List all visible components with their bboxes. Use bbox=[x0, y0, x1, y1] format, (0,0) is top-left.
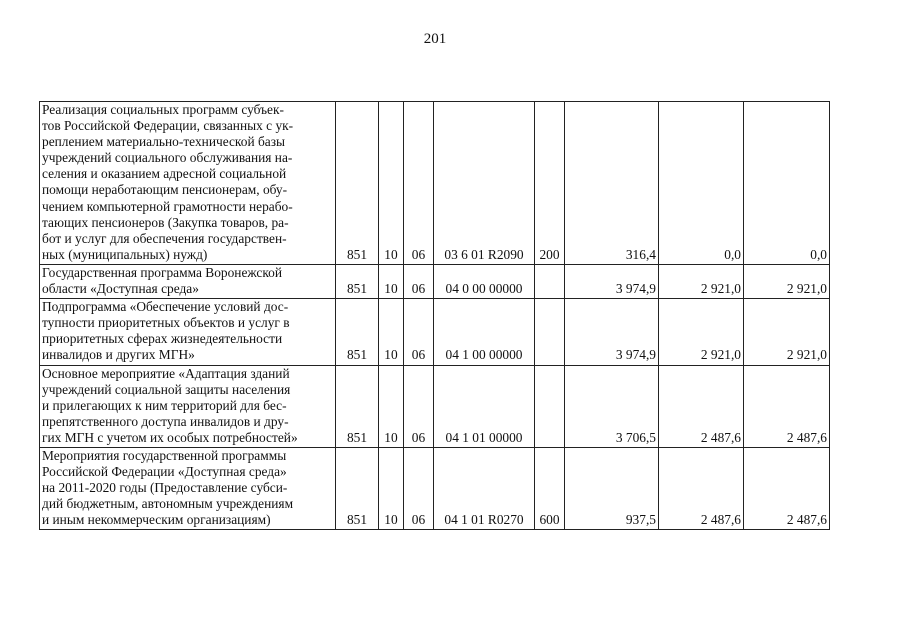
description-line: селения и оказанием адресной социальной bbox=[42, 166, 287, 182]
amount-year-2-cell: 2 487,6 bbox=[659, 365, 744, 447]
description-line: учреждений социального обслуживания на- bbox=[42, 150, 293, 166]
description-line: и иным некоммерческим организациям) bbox=[42, 512, 271, 528]
table-row bbox=[40, 102, 830, 265]
table-row bbox=[40, 365, 830, 447]
amount-year-2-cell: 2 487,6 bbox=[659, 447, 744, 529]
description-line: Основное мероприятие «Адаптация зданий bbox=[42, 365, 290, 381]
ministry-code-cell: 851 bbox=[336, 447, 379, 529]
description-cell bbox=[40, 264, 336, 298]
amount-year-2-cell: 2 921,0 bbox=[659, 264, 744, 298]
target-article-cell: 04 1 01 00000 bbox=[434, 365, 535, 447]
description-line: гих МГН с учетом их особых потребностей» bbox=[42, 429, 298, 445]
description-line: тающих пенсионеров (Закупка товаров, ра- bbox=[42, 214, 289, 230]
target-article-cell: 04 1 00 00000 bbox=[434, 299, 535, 365]
description-line: области «Доступная среда» bbox=[42, 281, 199, 297]
amount-year-1-cell: 937,5 bbox=[565, 447, 659, 529]
expense-type-cell: 200 bbox=[535, 102, 565, 265]
amount-year-3-cell: 2 487,6 bbox=[744, 365, 830, 447]
description-line: дий бюджетным, автономным учреждениям bbox=[42, 496, 294, 512]
description-line: реплением материально-технической базы bbox=[42, 134, 286, 150]
description-cell bbox=[40, 102, 336, 265]
amount-year-1-cell: 3 706,5 bbox=[565, 365, 659, 447]
description-line: препятственного доступа инвалидов и дру- bbox=[42, 413, 289, 429]
section-code-cell: 10 bbox=[379, 447, 404, 529]
description-line: приоритетных сферах жизнедеятельности bbox=[42, 331, 283, 347]
description-line: и прилегающих к ним территорий для бес- bbox=[42, 397, 287, 413]
description-line: помощи неработающим пенсионерам, обу- bbox=[42, 182, 288, 198]
target-article-cell: 04 0 00 00000 bbox=[434, 264, 535, 298]
description-cell bbox=[40, 447, 336, 529]
ministry-code-cell: 851 bbox=[336, 102, 379, 265]
target-article-cell: 04 1 01 R0270 bbox=[434, 447, 535, 529]
description-line: Реализация социальных программ субъек- bbox=[42, 102, 284, 117]
ministry-code-cell: 851 bbox=[336, 264, 379, 298]
amount-year-2-cell: 2 921,0 bbox=[659, 299, 744, 365]
description-cell bbox=[40, 299, 336, 365]
target-article-cell: 03 6 01 R2090 bbox=[434, 102, 535, 265]
ministry-code-cell: 851 bbox=[336, 365, 379, 447]
subsection-code-cell: 06 bbox=[404, 447, 434, 529]
subsection-code-cell: 06 bbox=[404, 299, 434, 365]
table-row bbox=[40, 447, 830, 529]
description-line: учреждений социальной защиты населения bbox=[42, 381, 291, 397]
description-line: Подпрограмма «Обеспечение условий дос- bbox=[42, 299, 289, 315]
description-line: ных (муниципальных) нужд) bbox=[42, 246, 208, 262]
page-number: 201 bbox=[423, 31, 447, 47]
amount-year-1-cell: 3 974,9 bbox=[565, 299, 659, 365]
ministry-code-cell: 851 bbox=[336, 299, 379, 365]
expense-type-cell bbox=[535, 299, 565, 365]
description-line: чением компьютерной грамотности нерабо- bbox=[42, 198, 293, 214]
expense-type-cell bbox=[535, 365, 565, 447]
amount-year-1-cell: 3 974,9 bbox=[565, 264, 659, 298]
subsection-code-cell: 06 bbox=[404, 365, 434, 447]
description-line: Мероприятия государственной программы bbox=[42, 447, 287, 463]
description-line: Государственная программа Воронежской bbox=[42, 264, 283, 280]
description-line: бот и услуг для обеспечения государствен- bbox=[42, 230, 287, 246]
description-line: инвалидов и других МГН» bbox=[42, 347, 195, 363]
description-line: на 2011-2020 годы (Предоставление субси- bbox=[42, 480, 288, 496]
section-code-cell: 10 bbox=[379, 365, 404, 447]
description-line: Российской Федерации «Доступная среда» bbox=[42, 464, 287, 480]
section-code-cell: 10 bbox=[379, 102, 404, 265]
amount-year-3-cell: 2 487,6 bbox=[744, 447, 830, 529]
table-body bbox=[40, 102, 830, 530]
expense-type-cell: 600 bbox=[535, 447, 565, 529]
amount-year-3-cell: 2 921,0 bbox=[744, 264, 830, 298]
table-row bbox=[40, 299, 830, 365]
amount-year-3-cell: 0,0 bbox=[744, 102, 830, 265]
subsection-code-cell: 06 bbox=[404, 102, 434, 265]
section-code-cell: 10 bbox=[379, 264, 404, 298]
subsection-code-cell: 06 bbox=[404, 264, 434, 298]
expense-type-cell bbox=[535, 264, 565, 298]
amount-year-1-cell: 316,4 bbox=[565, 102, 659, 265]
budget-table bbox=[39, 101, 830, 530]
amount-year-3-cell: 2 921,0 bbox=[744, 299, 830, 365]
amount-year-2-cell: 0,0 bbox=[659, 102, 744, 265]
table-row bbox=[40, 264, 830, 298]
description-line: тов Российской Федерации, связанных с ук- bbox=[42, 118, 294, 134]
description-cell bbox=[40, 365, 336, 447]
description-line: тупности приоритетных объектов и услуг в bbox=[42, 315, 290, 331]
section-code-cell: 10 bbox=[379, 299, 404, 365]
